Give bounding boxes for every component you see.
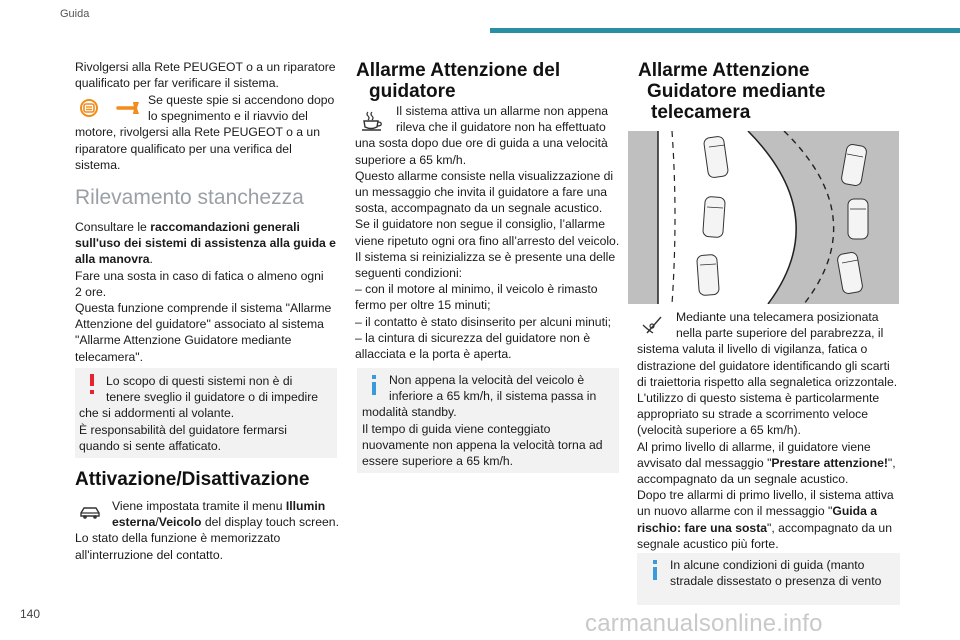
driving-conditions-info-text: In alcune condizioni di guida (manto stradale dissestato o presenza di vento	[670, 558, 882, 589]
running-header: Guida	[60, 8, 90, 20]
header-accent-bar	[490, 28, 960, 33]
watermark: carmanualsonline.info	[585, 610, 823, 637]
camera-alert-text: Mediante una telecamera posizionata nella parte superiore del parabrezza, il sistema valuta il livello di vigilanza, fatica o distrazione del guidatore identificando gli scarti di traiettoria rispetto alla segnaletica orizzontale. L'utilizzo di questo sistema è particolarmente appropriato su strade a scorrimento veloce (velocità superiore a 65 km/h). Al primo livello di allarme, il guidatore viene avvisato dal messaggio "Prestare attenzione!", accompagnato da un segnale acustico. Dopo tre allarmi di primo livello, il sistema attiva un nuovo allarme con il messaggio "Guida a rischio: fare una sosta", accompagnato da un segnale acustico più forte.	[637, 310, 898, 551]
activation-heading: Attivazione/Disattivazione	[75, 469, 310, 490]
lane-deviation-illustration	[628, 131, 899, 304]
driver-attention-alert-text: Il sistema attiva un allarme non appena rileva che il guidatore non ha effettuato una sosta dopo due ore di guida a una velocità superiore a 65 km/h. Questo allarme consiste nella visualizzazione di un messaggio che invita il guidatore a fare una sosta, accompagnato da un segnale acustico. Se il guidatore non segue il consiglio, l’allarme viene ripetuto ogni ora fino all’arresto del veicolo. Il sistema si reinizializza se è presente una delle seguenti condizioni: – con il motore al minimo, il veicolo è rimasto fermo per oltre 15 minuti; – il contatto è stato disinserito per alcuni minuti; – la cintura di sicurezza del guidatore non è allacciata e la porta è aperta.	[355, 104, 620, 362]
warning-lamp-paragraph: Se queste spie si accendono dopo lo spegnimento e il riavvio del motore, rivolgersi alla Rete PEUGEOT o a un riparatore qualificato per una verifica del sistema.	[75, 93, 335, 172]
page-number: 140	[20, 607, 41, 621]
activation-text: Viene impostata tramite il menu Illumin esterna/Veicolo del display touch screen. Lo stato della funzione è memorizzato all'interruzione del contatto.	[75, 499, 339, 562]
standby-info-text: Non appena la velocità del veicolo è inferiore a 65 km/h, il sistema passa in modalità standby. Il tempo di guida viene conteggiato nuovamente non appena la velocità torna ad essere superiore a 65 km/h.	[362, 373, 603, 469]
section-title: Rilevamento stanchezza	[75, 186, 304, 209]
fatigue-detection-text: Consultare le raccomandazioni generali sull'uso dei sistemi di assistenza alla guida e alla manovra. Fare una sosta in caso di fatica o almeno ogni 2 ore. Questa funzione comprende il sistema "Allarme Attenzione del guidatore" associato al sistema "Allarme Attenzione Guidatore mediante telecamera".	[75, 220, 336, 364]
intro-paragraph: Rivolgersi alla Rete PEUGEOT o a un riparatore qualificato per far verificare il sistema.	[75, 60, 336, 91]
guidelines-reference-link[interactable]: raccomandazioni generali	[150, 220, 300, 234]
responsibility-note-text: Lo scopo di questi sistemi non è di tenere sveglio il guidatore o di impedire che si addormenti al volante. È responsabilità del guidatore fermarsi quando si sente affaticato.	[79, 374, 319, 453]
driver-attention-alert-title: Allarme Attenzione del guidatore	[356, 60, 561, 102]
camera-alert-title: Allarme Attenzione Guidatore mediante telecamera	[638, 60, 826, 123]
